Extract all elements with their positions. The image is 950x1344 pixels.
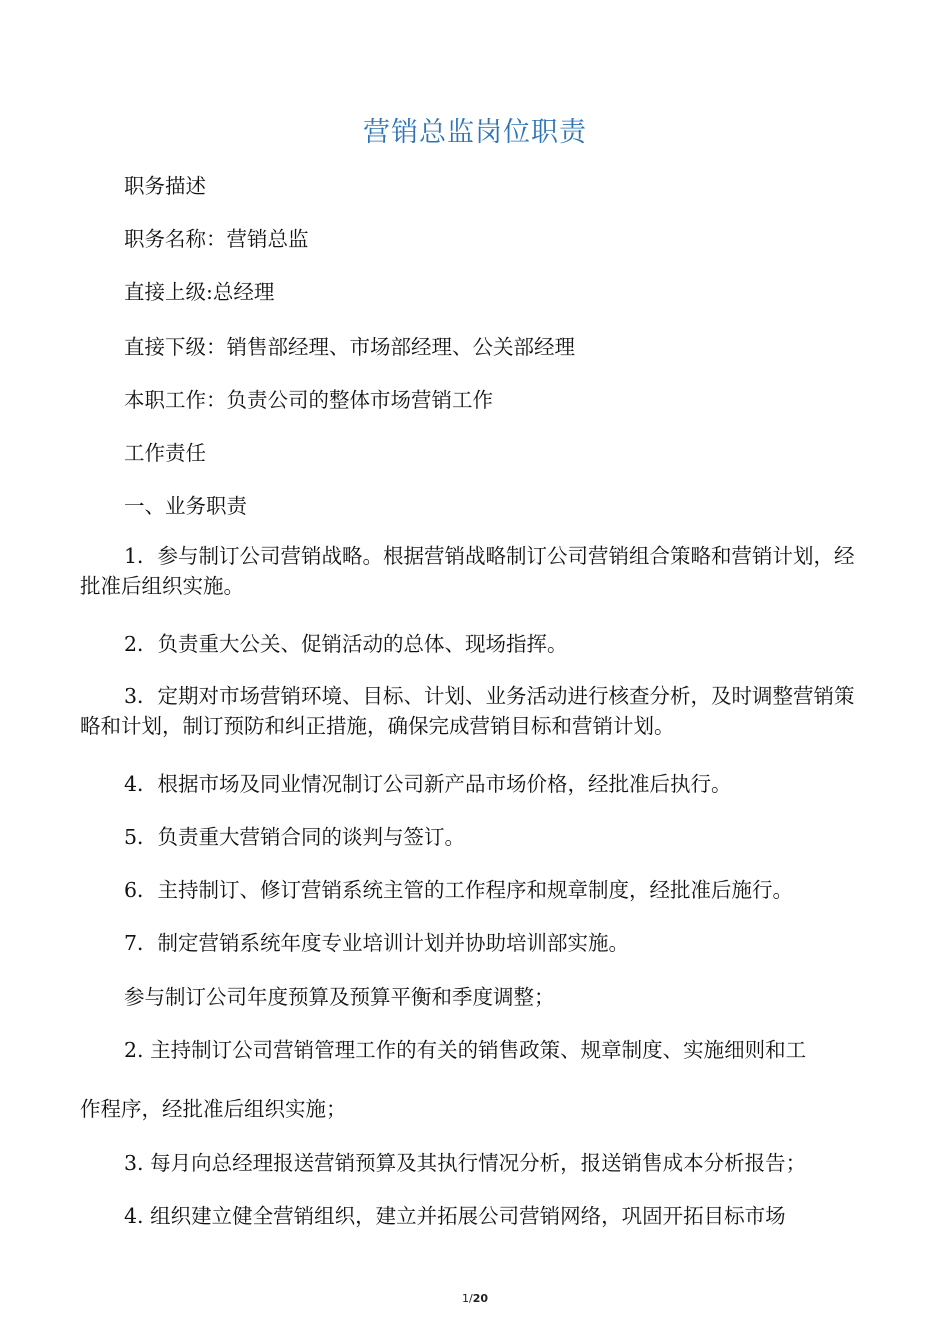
budget-item: 参与制订公司年度预算及预算平衡和季度调整； xyxy=(124,985,555,1009)
duty-item-7: 7．制定营销系统年度专业培训计划并协助培训部实施。 xyxy=(124,931,630,955)
policy-item-line-2: 作程序，经批准后组织实施； xyxy=(80,1097,347,1121)
duty-item-4: 4．根据市场及同业情况制订公司新产品市场价格，经批准后执行。 xyxy=(124,772,732,796)
duty-item-3: 3．定期对市场营销环境、目标、计划、业务活动进行核查分析，及时调整营销策略和计划，制订预防和纠正措施，确保完成营销目标和营销计划。 xyxy=(80,684,855,738)
duty-item-1: 1．参与制订公司营销战略。根据营销战略制订公司营销组合策略和营销计划，经批准后组织实施。 xyxy=(80,544,855,598)
job-title-line: 职务名称：营销总监 xyxy=(124,227,309,251)
policy-item-line-1: 2. 主持制订公司营销管理工作的有关的销售政策、规章制度、实施细则和工 xyxy=(124,1038,807,1062)
total-pages: 20 xyxy=(472,1292,489,1305)
section-business-duties: 一、业务职责 xyxy=(124,494,247,518)
duty-item-2: 2．负责重大公关、促销活动的总体、现场指挥。 xyxy=(124,632,568,656)
document-title: 营销总监岗位职责 xyxy=(363,117,587,148)
duty-item-6: 6．主持制订、修订营销系统主管的工作程序和规章制度，经批准后施行。 xyxy=(124,878,794,902)
duty-item-5: 5．负责重大营销合同的谈判与签订。 xyxy=(124,825,466,849)
page-number: 1/20 xyxy=(461,1292,489,1305)
current-page: 1 xyxy=(461,1292,469,1305)
monthly-report-item: 3. 每月向总经理报送营销预算及其执行情况分析，报送销售成本分析报告； xyxy=(124,1151,807,1175)
section-job-description: 职务描述 xyxy=(124,174,206,198)
direct-subordinates-line: 直接下级：销售部经理、市场部经理、公关部经理 xyxy=(124,335,575,359)
main-work-line: 本职工作：负责公司的整体市场营销工作 xyxy=(124,388,493,412)
section-work-responsibility: 工作责任 xyxy=(124,441,206,465)
marketing-network-item: 4. 组织建立健全营销组织，建立并拓展公司营销网络，巩固开拓目标市场 xyxy=(124,1204,786,1228)
direct-superior-line: 直接上级:总经理 xyxy=(124,280,275,304)
